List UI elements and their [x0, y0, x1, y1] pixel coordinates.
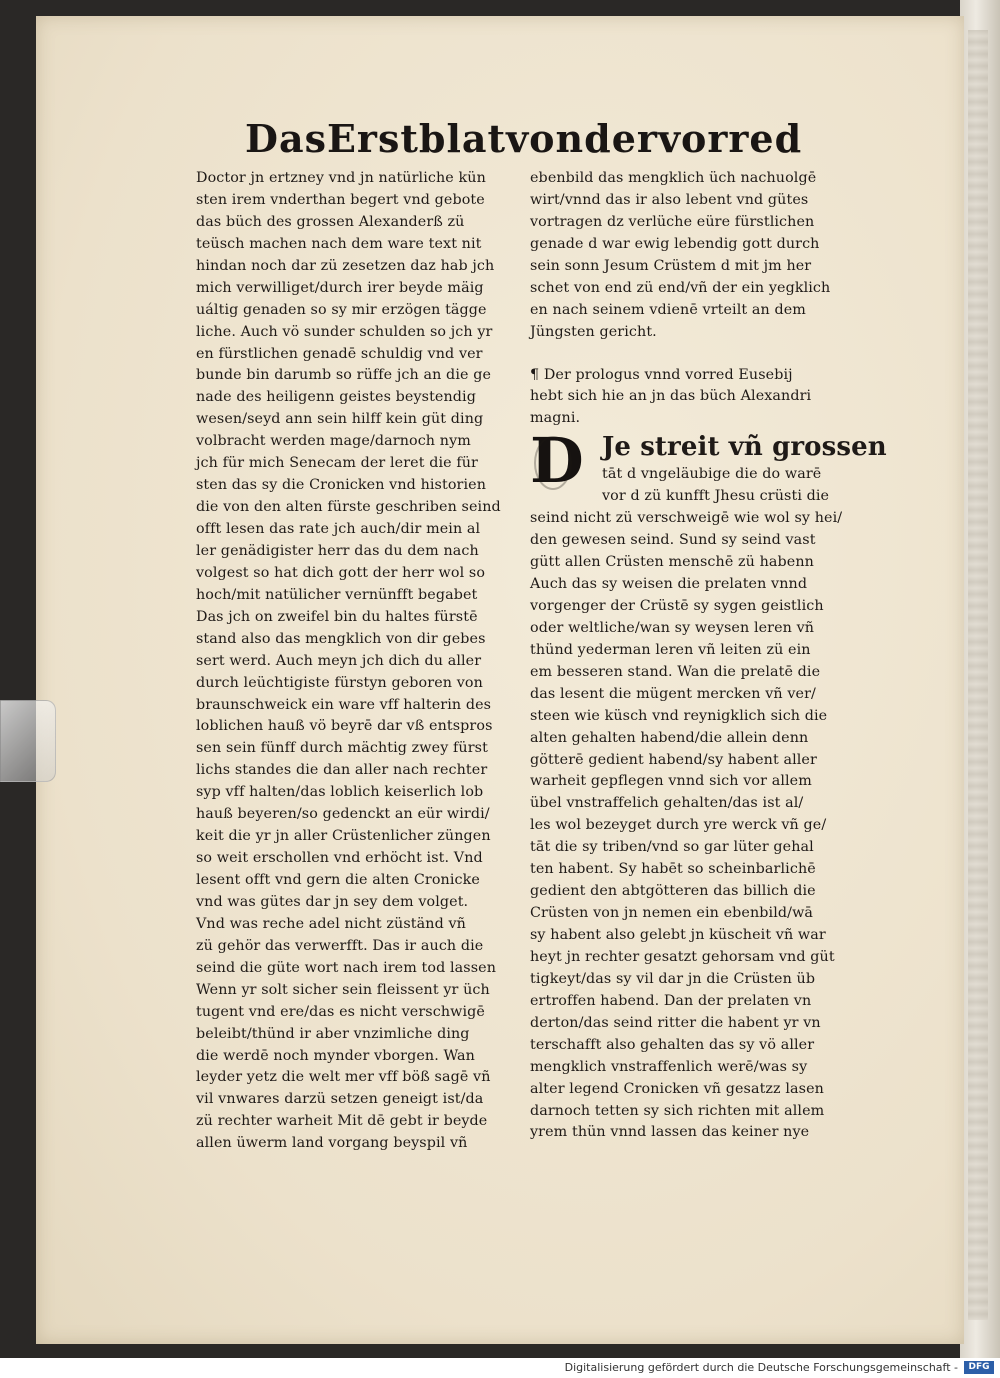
text-line: ten habent. Sy habēt so scheinbarlichē	[530, 861, 816, 878]
text-line: leyder yetz die welt mer vff böß sagē vñ	[196, 1069, 491, 1086]
left-text-column	[196, 168, 516, 1155]
right-text-column	[530, 168, 887, 1144]
text-line: oder weltliche/wan sy weysen leren vñ	[530, 619, 815, 636]
text-line: loblichen hauß vö beyrē dar vß entspros	[196, 718, 493, 735]
text-line: ¶ Der prologus vnnd vorred Eusebij	[530, 366, 793, 383]
text-line: Vnd was reche adel nicht züständ vñ	[196, 915, 466, 932]
page-header	[245, 115, 803, 163]
text-line: vortragen dz verlüche eüre fürstlichen	[530, 213, 815, 230]
header-word: der	[584, 116, 658, 161]
text-line: hoch/mit natülicher vernünfft begabet	[196, 586, 478, 603]
text-line: les wol bezeyget durch yre werck vñ ge/	[530, 817, 827, 834]
text-line: liche. Auch vö sunder schulden so jch yr	[196, 323, 493, 340]
text-line: bunde bin darumb so rüffe jch an die ge	[196, 367, 492, 384]
text-line: ertroffen habend. Dan der prelaten vn	[530, 992, 812, 1009]
text-line: seind die güte wort nach irem tod lassen	[196, 959, 497, 976]
text-line: sy habent also gelebt jn küscheit vñ war	[530, 927, 826, 943]
text-line: mich verwilliget/durch irer beyde mäig	[196, 279, 484, 296]
text-line: nade des heiligenn geistes beystendig	[196, 389, 476, 406]
spacer	[530, 344, 855, 365]
text-line: darnoch tetten sy sich richten mit allem	[530, 1102, 825, 1119]
text-line: en fürstlichen genadē schuldig vnd ver	[196, 345, 483, 362]
text-line: terschafft also gehalten das sy vö aller	[530, 1036, 815, 1053]
text-line: thünd yederman leren vñ leiten zü ein	[530, 641, 811, 658]
text-line: jch für mich Senecam der leret die für	[196, 455, 478, 472]
text-line: vor d zü kunfft Jhesu crüsti die	[602, 488, 830, 505]
text-line: schet von end zü end/vñ der ein yegklich	[530, 279, 831, 296]
right-column-body	[530, 508, 855, 1144]
text-line: em besseren stand. Wan die prelatē die	[530, 663, 821, 680]
text-line: alter legend Cronicken vñ gesatzz lasen	[530, 1080, 824, 1097]
text-line: sein sonn Jesum Crüstem d mit jm her	[530, 257, 812, 274]
text-line: braunschweick ein ware vff halterin des	[196, 696, 492, 713]
right-column-top-block	[530, 168, 855, 344]
text-line: stand also das mengklich von dir gebes	[196, 630, 486, 647]
text-line: ebenbild das mengklich üch nachuolgē	[530, 170, 817, 186]
text-line: lichs standes die dan aller nach rechter	[196, 762, 488, 779]
text-line: offt lesen das rate jch auch/dir mein al	[196, 521, 481, 537]
text-line: zü rechter warheit Mit dē gebt ir beyde	[196, 1113, 488, 1130]
header-word: Das	[245, 116, 327, 161]
footer-credit: Digitalisierung gefördert durch die Deutsche Forschungsgemeinschaft -	[564, 1361, 958, 1374]
text-line: die werdē noch mynder vborgen. Wan	[196, 1047, 475, 1064]
text-line: gütt allen Crüsten menschē zü habenn	[530, 554, 814, 571]
text-line: teüsch machen nach dem ware text nit	[196, 235, 482, 252]
text-line: volgest so hat dich gott der herr wol so	[196, 564, 486, 581]
text-line: allen üwerm land vorgang beyspil vñ	[196, 1135, 468, 1152]
text-line: hindan noch dar zü zesetzen daz hab jch	[196, 257, 495, 274]
text-line: vil vnwares darzü setzen geneigt ist/da	[196, 1091, 484, 1108]
text-line: wesen/seyd ann sein hilff kein güt ding	[196, 411, 484, 428]
text-line: tāt d vngeläubige die do warē	[602, 466, 822, 483]
header-word: Erst	[326, 116, 419, 161]
text-line: magni.	[530, 410, 581, 427]
binding-strap	[968, 30, 988, 1320]
text-line: genade d war ewig lebendig gott durch	[530, 235, 820, 252]
text-line: en nach seinem vdienē vrteilt an dem	[530, 301, 806, 318]
text-line: gedient den abtgötteren das billich die	[530, 883, 816, 900]
text-line: den gewesen seind. Sund sy seind vast	[530, 532, 816, 549]
text-line: hauß beyeren/so gedenckt an eür wirdi/	[196, 806, 490, 823]
text-line: Das jch on zweifel bin du haltes fürstē	[196, 608, 478, 625]
text-line: steen wie küsch vnd reynigklich sich die	[530, 707, 828, 724]
text-line: zü gehör das verwerfft. Das ir auch die	[196, 937, 484, 954]
text-line: seind nicht zü verschweigē wie wol sy hei/	[530, 510, 843, 527]
text-line: sen sein fünff durch mächtig zwey fürst	[196, 740, 488, 757]
text-line: warheit gepflegen vnnd sich vor allem	[530, 773, 812, 790]
text-line: Auch das sy weisen die prelaten vnnd	[530, 576, 808, 592]
text-line: vnd was gütes dar jn sey dem volget.	[196, 893, 469, 910]
text-line: yrem thün vnnd lassen das keiner nye	[530, 1124, 810, 1141]
text-line: hebt sich hie an jn das büch Alexandri	[530, 388, 812, 405]
text-line: Wenn yr solt sicher sein fleissent yr üch	[196, 981, 490, 998]
text-line: Crüsten von jn nemen ein ebenbild/wā	[530, 905, 814, 922]
text-line: götterē gedient habend/sy habent aller	[530, 751, 817, 768]
text-line: sert werd. Auch meyn jch dich du aller	[196, 652, 482, 669]
text-line: heyt jn rechter gesatzt gehorsam vnd güt	[530, 948, 835, 965]
text-line: derton/das seind ritter die habent yr vn	[530, 1014, 821, 1031]
text-line: sten das sy die Cronicken vnd historien	[196, 477, 487, 494]
text-line: vorgenger der Crüstē sy sygen geistlich	[530, 597, 824, 614]
header-word: blat	[418, 116, 507, 161]
text-line: lesent offt vnd gern die alten Cronicke	[196, 872, 480, 888]
dfg-logo: DFG	[964, 1361, 994, 1374]
text-line: das lesent die mügent mercken vñ ver/	[530, 685, 816, 702]
page-clip	[0, 700, 56, 782]
text-line: alten gehalten habend/die allein denn	[530, 729, 809, 746]
text-line: beleibt/thünd ir aber vnzimliche ding	[196, 1025, 470, 1042]
prologue-heading	[530, 365, 855, 431]
text-line: syp vff halten/das loblich keiserlich lob	[196, 784, 484, 801]
text-line: Jüngsten gericht.	[530, 323, 657, 340]
text-line: tāt die sy triben/vnd so gar lüter gehal	[530, 839, 814, 856]
text-line: tigkeyt/das sy vil dar jn die Crüsten üb	[530, 970, 816, 987]
text-line: tugent vnd ere/das es nicht verschwigē	[196, 1003, 485, 1020]
text-line: übel vnstraffelich gehalten/das ist al/	[530, 795, 804, 812]
text-line: keit die yr jn aller Crüstenlicher züngen	[196, 828, 491, 845]
prologue-opening	[530, 424, 887, 508]
text-line: ler genädigister herr das du dem nach	[196, 542, 479, 559]
text-line: Doctor jn ertzney vnd jn natürliche kün	[196, 170, 486, 186]
text-line: das büch des grossen Alexanderß zü	[196, 213, 465, 230]
text-line: volbracht werden mage/darnoch nym	[196, 433, 471, 450]
text-line: wirt/vnnd das ir also lebent vnd gütes	[530, 191, 809, 208]
digitization-footer	[0, 1358, 1000, 1378]
text-line: sten irem vnderthan begert vnd gebote	[196, 191, 485, 208]
decorated-initial: D	[530, 424, 584, 498]
text-line: uáltig genaden so sy mir erzögen tägge	[196, 301, 487, 318]
text-line: die von den alten fürste geschriben seind	[196, 499, 501, 516]
opening-large-line: Je streit vñ grossen	[602, 432, 887, 463]
header-word: vorred	[657, 116, 803, 161]
header-word: von	[506, 116, 585, 161]
text-line: durch leüchtigiste fürstyn geboren von	[196, 674, 483, 691]
text-line: so weit erschollen vnd erhöcht ist. Vnd	[196, 850, 483, 867]
text-line: mengklich vnstraffenlich werē/was sy	[530, 1058, 808, 1075]
